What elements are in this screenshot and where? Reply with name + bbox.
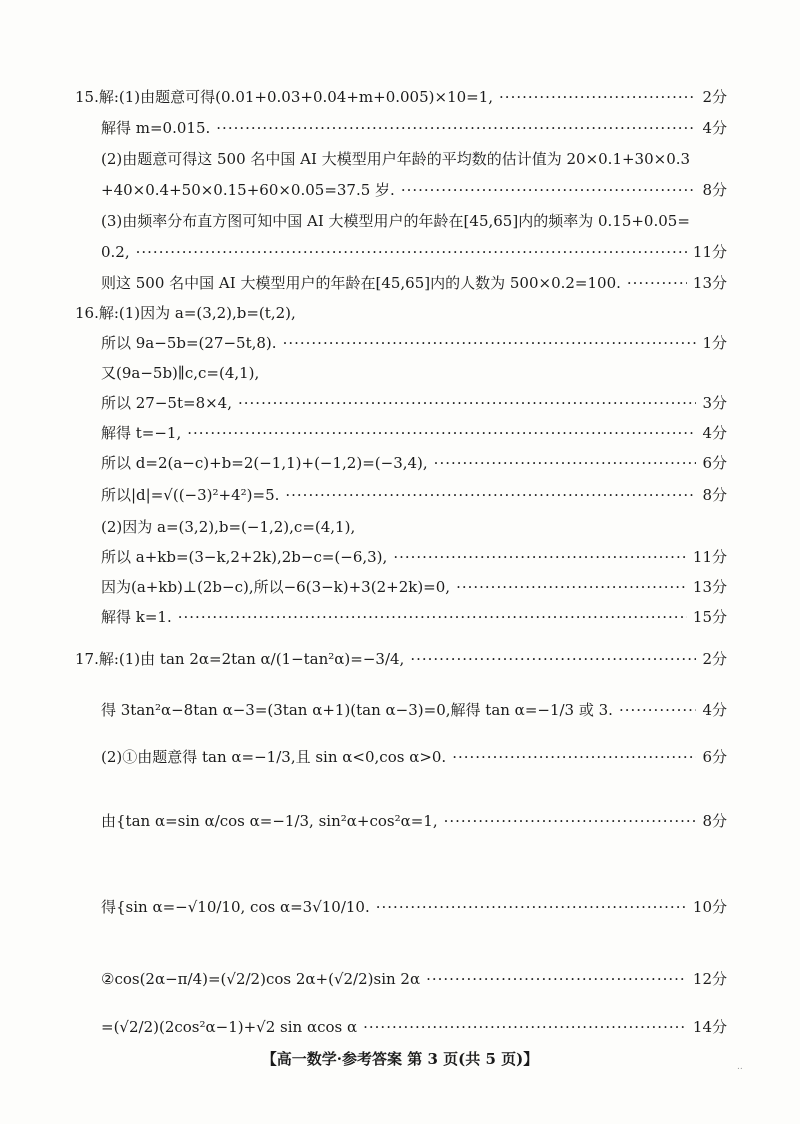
answer-line [101, 210, 727, 231]
score-label: 6分 [702, 454, 727, 472]
score-label: 1分 [702, 334, 727, 352]
score-label: 13分 [692, 274, 727, 292]
score-label: 4分 [702, 424, 727, 442]
leader-dots [363, 1018, 687, 1036]
answer-line [101, 272, 727, 293]
answer-text: 所以 9a−5b=(27−5t,8). [101, 334, 277, 352]
answer-line [101, 332, 727, 353]
score-label: 11分 [692, 548, 727, 566]
answer-text: (2)因为 a=(3,2),b=(−1,2),c=(4,1), [101, 518, 356, 536]
answer-line [75, 648, 727, 669]
leader-dots [401, 181, 697, 199]
answer-line [101, 422, 727, 443]
answer-line [101, 452, 727, 473]
answer-line [101, 117, 727, 138]
answer-text: (3)由频率分布直方图可知中国 AI 大模型用户的年龄在[45,65]内的频率为 0.15+0.05= [101, 212, 690, 230]
answer-line [101, 896, 727, 917]
score-label: 8分 [702, 486, 727, 504]
answer-text: +40×0.4+50×0.15+60×0.05=37.5 岁. [101, 181, 395, 199]
score-label: 12分 [692, 970, 727, 988]
answer-line [101, 148, 727, 169]
answer-line [101, 392, 727, 413]
answer-text: 所以|d|=√((−3)²+4²)=5. [101, 486, 280, 504]
answer-line [101, 576, 727, 597]
answer-line [101, 484, 727, 505]
answer-text: 则这 500 名中国 AI 大模型用户的年龄在[45,65]内的人数为 500×0.2=100. [101, 274, 621, 292]
answer-line [101, 546, 727, 567]
answer-text: ②cos(2α−π/4)=(√2/2)cos 2α+(√2/2)sin 2α [101, 969, 421, 988]
score-label: 8分 [702, 812, 727, 830]
answer-line [75, 302, 727, 323]
answer-text: (2)①由题意得 tan α=−1/3,且 sin α<0,cos α>0. [101, 748, 447, 766]
score-label: 6分 [702, 748, 727, 766]
answer-text: 得{sin α=−√10/10, cos α=3√10/10. [101, 898, 370, 916]
score-label: 4分 [702, 701, 727, 719]
answer-text: 得 3tan²α−8tan α−3=(3tan α+1)(tan α−3)=0,解得 tan α=−1/3 或 3. [101, 701, 613, 719]
answer-text: 解得 m=0.015. [101, 119, 211, 137]
leader-dots [238, 394, 696, 412]
page-footer: 【高一数学·参考答案 第 3 页(共 5 页)】 [261, 1050, 539, 1068]
answer-text: 17.解:(1)由 tan 2α=2tan α/(1−tan²α)=−3/4, [75, 650, 405, 668]
answer-line [101, 362, 727, 383]
answer-line [101, 241, 727, 262]
score-label: 14分 [692, 1018, 727, 1036]
answer-text: =(√2/2)(2cos²α−1)+√2 sin αcos α [101, 1017, 358, 1036]
answer-line [101, 179, 727, 200]
leader-dots [376, 898, 687, 916]
score-label: 2分 [702, 88, 727, 106]
leader-dots [187, 424, 696, 442]
answer-line [101, 516, 727, 537]
leader-dots [434, 454, 697, 472]
leader-dots [452, 748, 696, 766]
answer-text: 解得 t=−1, [101, 424, 182, 442]
leader-dots [499, 88, 696, 106]
leader-dots [216, 119, 696, 137]
leader-dots [285, 486, 696, 504]
leader-dots [426, 970, 687, 988]
leader-dots [456, 578, 687, 596]
answer-line [101, 606, 727, 627]
answer-text: 由{tan α=sin α/cos α=−1/3, sin²α+cos²α=1, [101, 812, 438, 830]
answer-line [101, 699, 727, 720]
leader-dots [393, 548, 687, 566]
leader-dots [136, 243, 687, 261]
corner-mark: .. [737, 1062, 743, 1072]
leader-dots [283, 334, 697, 352]
answer-text: 解得 k=1. [101, 608, 172, 626]
answer-text: 15.解:(1)由题意可得(0.01+0.03+0.04+m+0.005)×10=1, [75, 88, 494, 106]
answer-text: 所以 d=2(a−c)+b=2(−1,1)+(−1,2)=(−3,4), [101, 454, 428, 472]
leader-dots [444, 812, 697, 830]
score-label: 3分 [702, 394, 727, 412]
answer-text: 16.解:(1)因为 a=(3,2),b=(t,2), [75, 304, 296, 322]
leader-dots [178, 608, 687, 626]
score-label: 8分 [702, 181, 727, 199]
score-label: 11分 [692, 243, 727, 261]
answer-line [101, 1016, 727, 1037]
answer-text: (2)由题意可得这 500 名中国 AI 大模型用户年龄的平均数的估计值为 20×0.1+30×0.3 [101, 150, 691, 168]
score-label: 13分 [692, 578, 727, 596]
answer-text: 所以 27−5t=8×4, [101, 394, 232, 412]
score-label: 10分 [692, 898, 727, 916]
leader-dots [627, 274, 687, 292]
score-label: 15分 [692, 608, 727, 626]
score-label: 2分 [702, 650, 727, 668]
answer-text: 因为(a+kb)⊥(2b−c),所以−6(3−k)+3(2+2k)=0, [101, 578, 451, 596]
answer-text: 0.2, [101, 242, 130, 261]
answer-text: 又(9a−5b)∥c,c=(4,1), [101, 364, 260, 382]
leader-dots [410, 650, 696, 668]
answer-line [101, 746, 727, 767]
answer-line [75, 86, 727, 107]
answer-line [101, 968, 727, 989]
answer-line [101, 810, 727, 831]
leader-dots [619, 701, 697, 719]
score-label: 4分 [702, 119, 727, 137]
answer-text: 所以 a+kb=(3−k,2+2k),2b−c=(−6,3), [101, 548, 388, 566]
